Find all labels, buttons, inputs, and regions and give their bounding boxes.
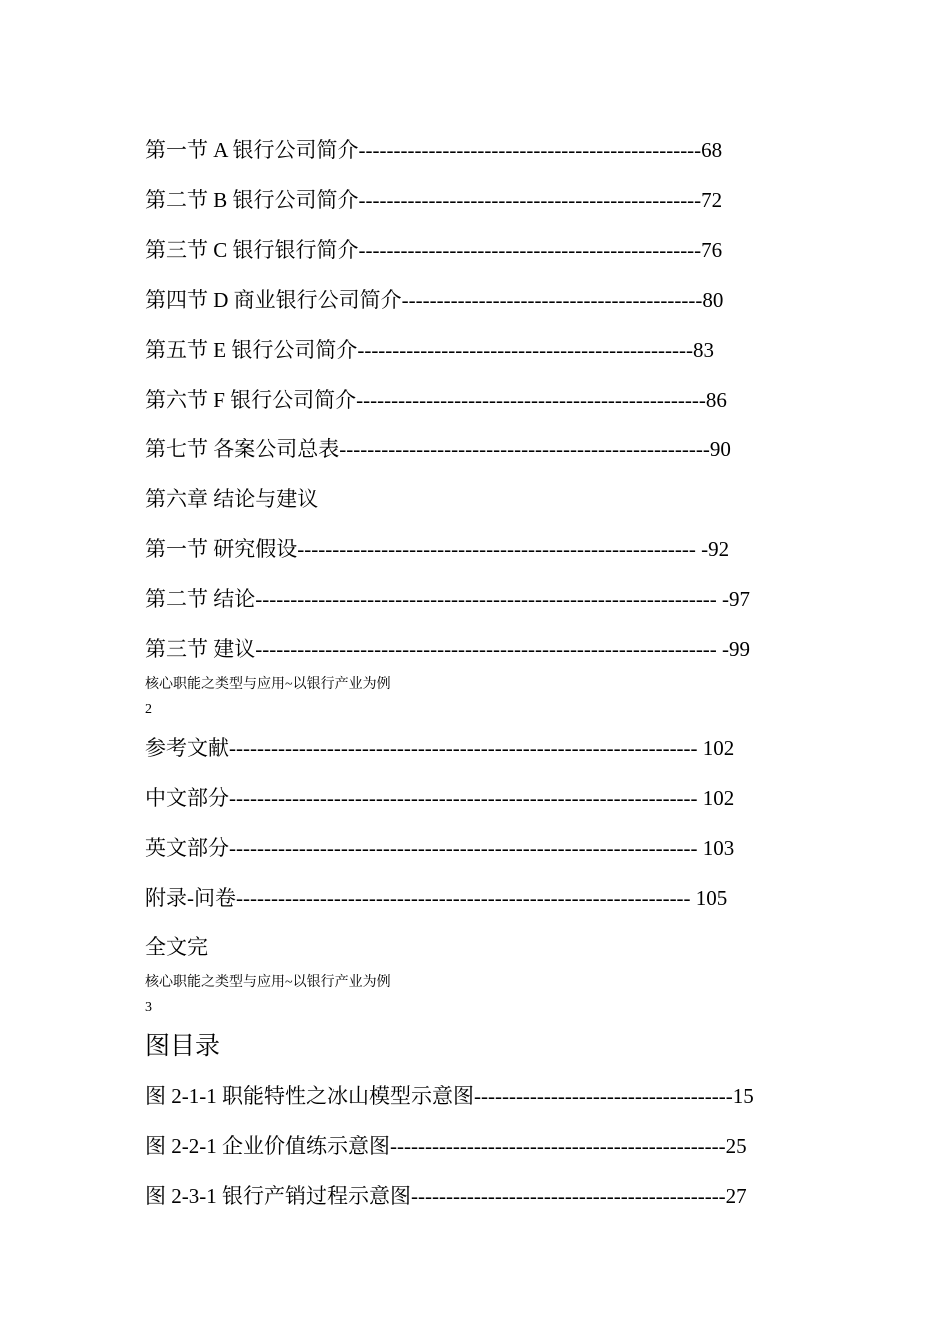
figure-entry: 图 2-1-1 职能特性之冰山模型示意图-------------------------------------15 — [145, 1084, 754, 1108]
toc-entry: 第二节 B 银行公司简介-------------------------------------------------72 — [145, 188, 723, 212]
running-title: 核心职能之类型与应用~以银行产业为例 — [145, 677, 391, 692]
page-number: 3 — [145, 1000, 152, 1015]
toc-entry: 第四节 D 商业银行公司简介-------------------------------------------80 — [145, 288, 724, 312]
figure-entry: 图 2-3-1 银行产销过程示意图---------------------------------------------27 — [145, 1184, 747, 1208]
toc-entry: 中文部分------------------------------------------------------------------- 102 — [145, 786, 735, 810]
toc-entry: 第一节 研究假设--------------------------------------------------------- -92 — [145, 537, 730, 561]
toc-entry: 英文部分------------------------------------------------------------------- 103 — [145, 836, 735, 860]
toc-entry: 第七节 各案公司总表-----------------------------------------------------90 — [145, 437, 731, 461]
toc-entry: 第二节 结论------------------------------------------------------------------ -97 — [145, 587, 751, 611]
toc-entry: 附录-问卷----------------------------------------------------------------- 105 — [145, 886, 728, 910]
toc-entry: 第六节 F 银行公司简介--------------------------------------------------86 — [145, 388, 727, 412]
figure-list-title: 图目录 — [145, 1033, 221, 1060]
toc-entry: 第五节 E 银行公司简介------------------------------------------------83 — [145, 338, 714, 362]
running-title: 核心职能之类型与应用~以银行产业为例 — [145, 975, 391, 990]
toc-entry: 第三节 建议------------------------------------------------------------------ -99 — [145, 637, 751, 661]
toc-entry: 参考文献------------------------------------------------------------------- 102 — [145, 736, 735, 760]
page-number: 2 — [145, 702, 152, 717]
toc-entry: 第一节 A 银行公司简介-------------------------------------------------68 — [145, 138, 723, 162]
end-marker: 全文完 — [145, 935, 208, 959]
chapter-heading: 第六章 结论与建议 — [145, 487, 319, 511]
toc-entry: 第三节 C 银行银行简介-------------------------------------------------76 — [145, 238, 723, 262]
figure-entry: 图 2-2-1 企业价值练示意图------------------------------------------------25 — [145, 1134, 747, 1158]
